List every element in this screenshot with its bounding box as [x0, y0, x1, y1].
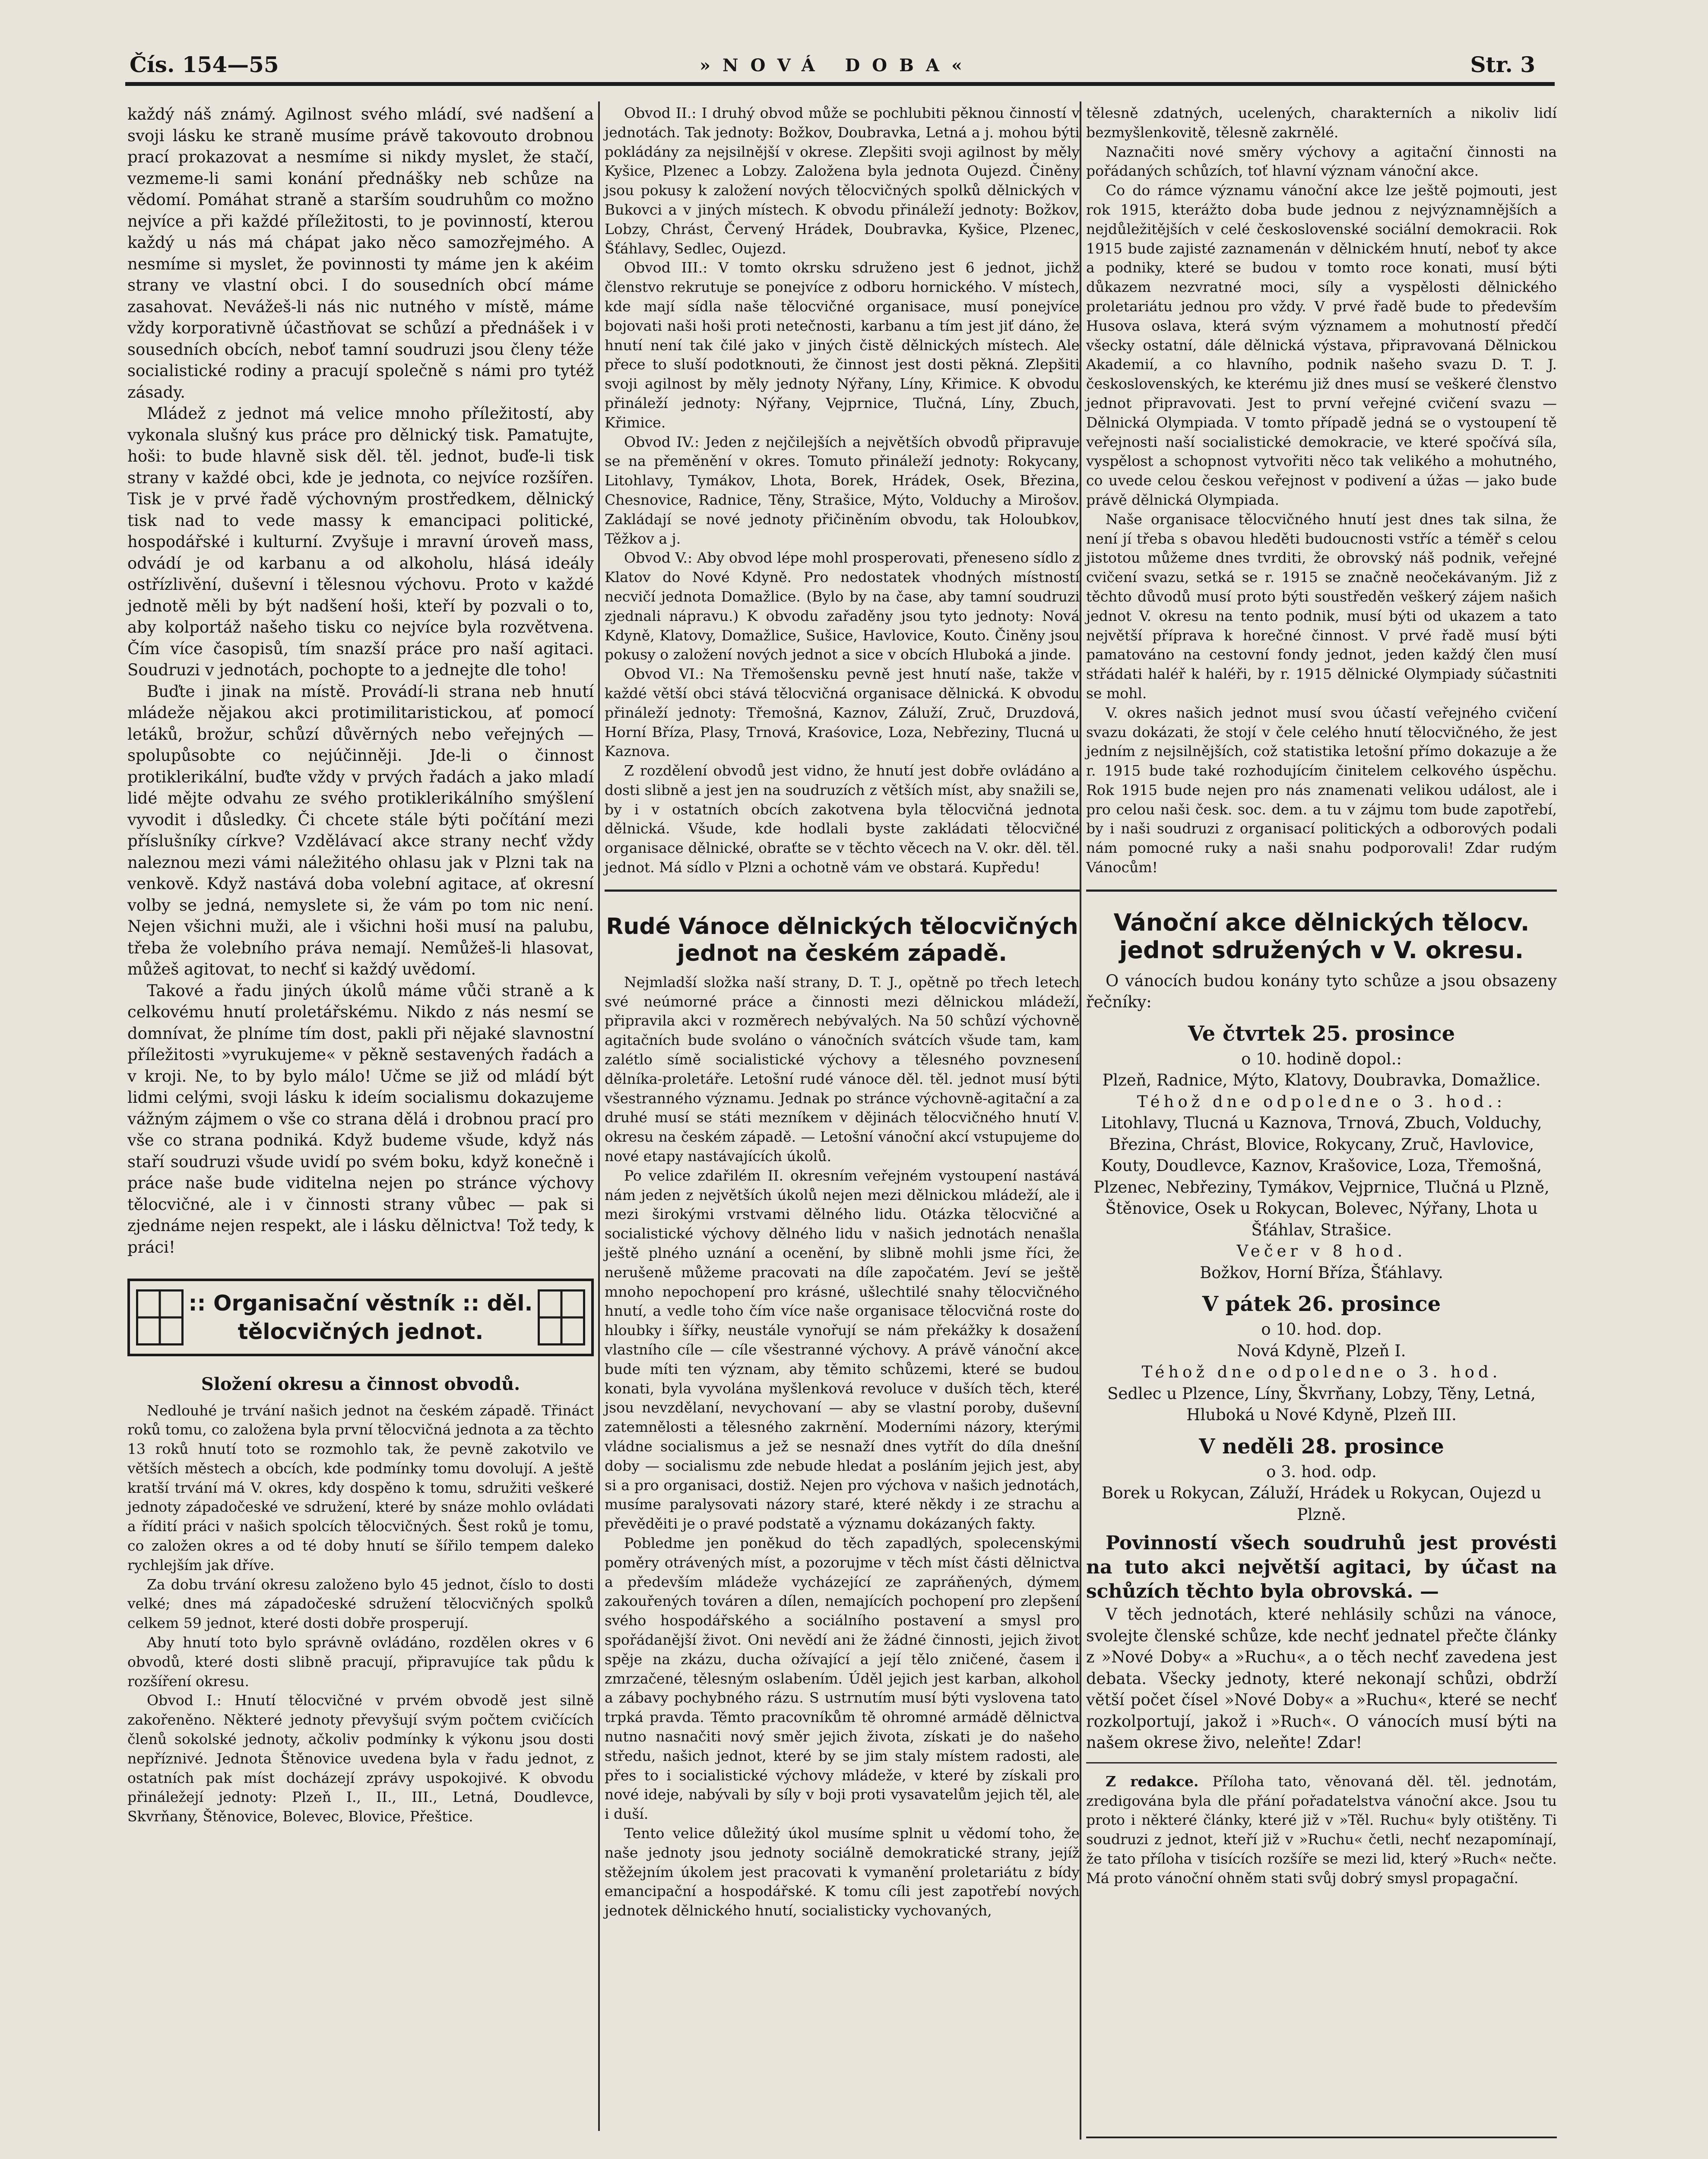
paragraph: Nejmladší složka naší strany, D. T. J., opětně po třech letech své neúmorné práce a činnosti mezi dělnickou mládeží, připravila akci v rozměrech nebývalých. Na 50 schůzí výchovně agitačních bude svoláno o vánočních svátcích všude tam, kam zalétlo símě socialistické výchovy a tělesného povznesení dělníka-proletáře. Letošní rudé vánoce děl. těl. jednot musí býti všestranného významu. Jednak po stránce výchovně-agitační a za druhé musí se státi mezníkem v dějinách tělocvičného hnutí V. okresu na českém západě. — Letošní vánoční akcí vstupujeme do nové etapy nastávajících úkolů. — [605, 973, 1080, 1165]
section-divider — [605, 890, 1080, 892]
day-heading: V neděli 28. prosince — [1199, 1434, 1444, 1459]
paragraph: Po velice zdařilém II. okresním veřejném vystoupení nastává nám jeden z největších úkolů nejen mezi dělnickou mládeží, ale i mezi širokými vrstvami dělného lidu. Otázka tělocvičné a socialistické výchovy dělného lidu v našich jednotách nenašla ještě plného uznání a ocenění, by slibně mohli jsme říci, že nerušeně můžeme pracovati na díle započatém. Jeví se ještě mnoho nepochopení pro krásné, ušlechtilé snahy tělocvičného hnutí, a vedle toho čím více naše organisace tělocvičná roste do hloubky i šířky, neustále vynořují se nám překážky k dosažení vlastního cíle — cíle všestranné výchovy. A právě vánoční akce bude míti ten význam, aby těmito schůzemi, které se budou konati, byla vyvolána myšlenková revoluce v duších těch, které jsou nevzdělaní, nevychovaní — aby se vlastní poroby, duševní zatemnělosti a tělesného zakrnění. Moderními názory, kterými vládne socialismus a jež se nesnaží dnes vytřít do díla dnešní doby — socialismu zde nebude hledat a posláním jejich jest, aby si a pro organisaci, dostiž. Nejen pro výchova v našich jednotách, musíme paralysovati názory staré, které někdy i ze strachu a převěděiti je o pravé podstatě a významu dokázaných fakty. — [605, 1167, 1080, 1532]
organizational-bulletin-box — [127, 1279, 594, 1356]
notice-title: Vánoční akce dělnických tělocv. jednot sdružených v V. okresu. — [1113, 909, 1530, 964]
time-line: Téhož dne odpoledne o 3. hod.: — [1137, 1092, 1506, 1111]
paragraph: Tento velice důležitý úkol musíme splnit u vědomí toho, že naše jednoty jsou jednoty sociálně demokratické strany, jejíž stěžejním úkolem jest pracovati k vymanění proletariátu z bídy emancipační a hospodářské. K tomu cíli jest zapotřebí nových jednotek dělnického hnutí, socialisticky vychovaných, — [605, 1824, 1080, 1919]
time-line: o 10. hod. dop. — [1261, 1320, 1382, 1339]
paragraph: Obvod III.: V tomto okrsku sdruženo jest 6 jednot, jichž členstvo rekrutuje se ponejvíce z odboru hornického. V místech, kde mají sídla naše tělocvičné organisace, musí ponejvíce bojovati naši hoši proti netečnosti, karbanu a tím jest jiť dáno, že hnutí není tak čilé jako v jiných čistě dělnických místech. Ale přece to sluší podotknouti, že činnost jest dosti pěkná. Zlepšiti svoji agilnost by měly jednoty Nýřany, Líny, Křimice. K obvodu přináleží jednoty: Nýřany, Vejprnice, Tlučná, Líny, Zbuch, Křimice. — [605, 259, 1080, 431]
time-line: Téhož dne odpoledne o 3. hod. — [1141, 1363, 1502, 1382]
page-number: Str. 3 — [1470, 52, 1535, 77]
paragraph: Naznačiti nové směry výchovy a agitační činnosti na pořádaných schůzích, toť hlavní význam vánoční akce. — [1086, 143, 1557, 180]
day-heading: V pátek 26. prosince — [1202, 1292, 1441, 1317]
time-line: Večer v 8 hod. — [1236, 1242, 1407, 1261]
paragraph: Obvod IV.: Jeden z nejčilejších a největších obvodů připravuje se na přeměnění v okres. Tomuto přináleží jednoty: Rokycany, Litohlavy, Tymákov, Lhota, Borek, Hrádek, Osek, Březina, Chesnovice, Radnice, Těny, Strašice, Mýto, Volduchy a Mirošov. Zakládají se nové jednoty přičiněním obvodu, tak Holoubkov, Těžkov a j. — [605, 433, 1080, 547]
article-title: Rudé Vánoce dělnických tělocvičných jednot na českém západě. — [606, 913, 1078, 966]
paragraph: Aby hnutí toto bylo správně ovládáno, rozdělen okres v 6 obvodů, které dosti slibně pracují, připravujíce tak půdu k rozšíření okresu. — [127, 1634, 594, 1690]
places-list: Sedlec u Plzence, Líny, Škvrňany, Lobzy, Těny, Letná, Hluboká u Nové Kdyně, Plzeň III. — [1107, 1384, 1536, 1425]
section-divider — [1086, 890, 1557, 892]
header-rule — [125, 82, 1555, 86]
time-line: o 10. hodině dopol.: — [1241, 1049, 1402, 1068]
places-list: Litohlavy, Tlucná u Kaznova, Trnová, Zbuch, Volduchy, Březina, Chrást, Blovice, Rokycany, Zruč, Havlovice, Kouty, Doudlevce, Kaznov, Krašovice, Loza, Třemošná, Plzenec, Nebřeziny, Tymákov, Vejprnice, Tlučná u Plzně, Štěnovice, Osek u Rokycan, Bolevec, Nýřany, Lhota u Šťáhlav, Strašice. — [1093, 1114, 1550, 1239]
notice-intro: O vánocích budou konány tyto schůze a jsou obsazeny řečníky: — [1086, 971, 1557, 1012]
paragraph: Naše organisace tělocvičného hnutí jest dnes tak silna, že není jí třeba s obavou hleděti budoucnosti vstříc a téměř s celou jistotou můžeme dnes tvrditi, že obrovský náš podnik, veřejné cvičení svazu, setká se r. 1915 se značně neočekávaným. Již z těchto důvodů musí proto býti soustředěn veškerý zájem našich jednot V. okresu na tento podnik, musí býti od ukazem a tato největší příprava k horečné činnost. V prvé řadě musí býti pamatováno na cestovní fondy jednot, jeden každý člen musí střádati haléř k haléři, by r. 1915 dělnické Olympiady súčastniti se mohl. — [1086, 510, 1557, 702]
paragraph: Co do rámce významu vánoční akce lze ještě pojmouti, jest rok 1915, kterážto doba bude jednou z nejvýznamnějších a nejdůležitějších v celé československé sociální demokracii. Rok 1915 bude zajisté zaznamenán v dělnickém hnutí, neboť ty akce a podniky, které se budou v tomto roce konati, musí býti důkazem nezvratné moci, síly a vyspělosti dělnického proletariátu jednou pro vždy. V prvé řadě bude to především Husova oslava, která svým významem a mohutností předčí všecky ostatní, dále dělnická výstava, připravovaná Dělnickou Akademií, a co hlavního, podnik našeho svazu D. T. J. československých, ke kterému již dnes musí se veškeré členstvo jednot připravovati. Jest to první veřejné cvičení svazu — Dělnická Olympiada. V tomto případě jedná se o vystoupení tě veřejnosti naší socialistické demokracie, ve které spočívá síla, vyspělost a schopnost vytvořiti něco tak velikého a mohutného, co uvede celou českou veřejnost v podivení a úžas — jako bude právě dělnická Olympiada. — [1086, 182, 1557, 508]
paragraph: V těch jednotách, které nehlásily schůzi na vánoce, svolejte členské schůze, kde nechť jednatel přečte články z »Nové Doby« a »Ruchu«, a o těch nechť zavedena jest debata. Všecky jednoty, které nekonají schůzi, obdrží větší počet čísel »Nové Doby« a »Ruchu«, které se nechť rozkolportují, jakož i »Ruch«. O vánocích musí býti na našem okrese živo, neleňte! Zdar! — [1086, 1605, 1557, 1752]
day-heading: Ve čtvrtek 25. prosince — [1188, 1021, 1455, 1046]
column-divider-1 — [598, 101, 600, 2131]
ornament-icon — [538, 1289, 585, 1345]
editorial-label: Z redakce. — [1106, 1773, 1199, 1790]
editorial-text: Příloha tato, věnovaná děl. těl. jednotám, zredigována byla dle přání pořadatelstva vánoční akce. Jsou tu proto i některé články, které již v »Těl. Ruchu« byly otištěny. Ti soudruzi z jednot, kteří již v »Ruchu« četli, nechť nezapomínají, že tato příloha v tisících rozšíře se mezi lid, který »Ruch« nečte. Má proto vánoční ohněm stati svůj dobrý smysl propagační. — [1086, 1773, 1557, 1887]
paragraph: Buďte i jinak na místě. Provádí-li strana neb hnutí mládeže nějakou akci protimilitaristickou, ať pomocí letáků, brožur, schůzí důvěrných nebo veřejných — spolupůsobte co nejúčinněji. Jde-li o činnost protiklerikální, buďte vždy v prvých řadách a jako mladí lidé mějte odvahu ze svého protiklerikálního smýšlení vyvodit i důsledky. Či chcete stále býti počítání mezi příslušníky církve? Vzdělávací akce strany nechť vždy naleznou mezi vámi náležitého ohlasu jak v Plzni tak na venkově. Když nastává doba volební agitace, ať okresní volby se jedná, nemyslete si, že vám po tom nic není. Nejen všichni muži, ale i všichni hoši musí na palubu, třeba že volebního práva nemají. Nemůžeš-li hlasovat, můžeš agitovat, to nechť si každý uvědomí. — [127, 682, 594, 978]
paragraph: Obvod I.: Hnutí tělocvičné v prvém obvodě jest silně zakořeněno. Některé jednoty převyšují svým počtem cvičících členů sokolské jednoty, ačkoliv podmínky k výkonu jsou dosti nepříznivé. Jednota Štěnovice uvedena byla v řadu jednot, z ostatních pak míst docházejí zprávy uspokojivé. K obvodu přináležejí jednoty: Plzeň I., II., III., Letná, Doudlevce, Skvrňany, Štěnovice, Bolevec, Blovice, Přeštice. — [127, 1692, 594, 1825]
newspaper-title: »NOVÁ DOBA« — [700, 55, 974, 76]
time-line: o 3. hod. odp. — [1266, 1462, 1377, 1481]
paragraph: Mládež z jednot má velice mnoho příležitostí, aby vykonala slušný kus práce pro dělnický tisk. Pamatujte, hoši: to bude hlavně sisk děl. těl. jednot, buďe-li tisk stranу v každé obci, kde je jednota, co nejvíce rozšířen. Tisk je v prvé řadě výchovným prostředkem, dělnický tisk nad to vede massy k emancipaci politické, hospodářské i kulturní. Zvyšuje i mravní úroveň mass, odvádí je od karbanu a od alkoholu, hlásá ideály ostřízlivění, duševní i tělesnou výchovu. Proto v každé jednotě měli by být nadšení hoši, kteří by pozvali o to, aby kolportáž našeho tisku co nejvíce byla rozvětvena. Čím více časopisů, tím snazší práce pro naší agitaci. Soudruzi v jednotách, pochopte to a jednejte dle toho! — [127, 404, 594, 679]
paragraph: tělesně zdatných, ucelených, charakterních a nikoliv lidí bezmyšlenkovitě, tělesně zakrnělé. — [1086, 104, 1557, 141]
column-2 — [605, 104, 1080, 1921]
ornament-icon — [136, 1289, 184, 1345]
bulletin-title: :: Organisační věstník :: děl. tělocvičných jednot. — [188, 1291, 533, 1344]
paragraph: Za dobu trvání okresu založeno bylo 45 jednot, číslo to dosti velké; dnes má západočeské sdružení tělocvičných spolků celkem 59 jednot, které dosti dobře prosperují. — [127, 1576, 594, 1632]
paragraph: V. okres našich jednot musí svou účastí veřejného cvičení svazu dokázati, že stojí v čele celého hnutí tělocvičného, že jest jedním z nejsilnějších, což statistika letošní přímo dokazuje a že r. 1915 bude také rozhodujícím činitelem celkového úspěchu. Rok 1915 bude nejen pro nás znamenati velikou událost, ale i pro celou naši česk. soc. dem. a tu v zájmu tom bude zapotřebí, by i naši soudruzi z organisací politických a odborových podali nám pomocné ruky a naši snahu podporovali! Zdar rudým Vánocům! — [1086, 704, 1557, 876]
places-list: Borek u Rokycan, Záluží, Hrádek u Rokycan, Oujezd u Plzně. — [1102, 1484, 1541, 1524]
section-divider — [1086, 1762, 1557, 1763]
paragraph: Takové a řadu jiných úkolů máme vůči straně a k celkovému hnutí proletářskému. Nikdo z nás nesmí se domnívat, že plníme tím dost, pakli při nějaké slavnostní příležitosti »vyrukujeme« v pěkně sestavených řadách a v kroji. Ne, to by bylo málo! Učme se již od mládí být lidmi celými, svoji lásku k ideím socialismu dokazujeme vážným zájmem o vše co strana dělá i drobnou prací pro vše co strana podniká. Když budeme všude, když nás staří soudruzi všude uvidí po svém boku, když konečně i práce naše bude viditelna nejen po stránce výchovy tělocvičné, ale i v činnosti strany vůbec — pak si zjednáme nejen respekt, ale i lásku dělnictva! Tož tedy, k práci! — [127, 981, 594, 1257]
paragraph: Obvod VI.: Na Třemošensku pevně jest hnutí naše, takže v každé větší obci stává tělocvičná organisace dělnická. K obvodu přináleží jednoty: Třemošná, Kaznov, Záluží, Zruč, Druzdová, Horní Bříza, Plasy, Trnová, Kraśovice, Loza, Nebřeziny, Tlucná u Kaznova. — [605, 665, 1080, 760]
column-end-rule — [1086, 2137, 1557, 2138]
paragraph: Nedlouhé je trvání našich jednot na českém západě. Třináct roků tomu, co založena byla první tělocvičná jednota a za těchto 13 roků hnutí toto se rozmohlo tak, že pevně zakotvilo ve větších městech a obcích, kde podmínky tomu dovolují. A ještě kratší trvání má V. okres, kdy dospěno k tomu, sdružiti veškeré jednoty západočeské ve sdružení, které by snáze mohlo ovládati a řídití práci v našich spolcích tělocvičných. Šest roků je tomu, co založen okres a od té doby hnutí se šířilo tempem daleko rychlejším jak dříve. — [127, 1402, 594, 1573]
section-title: Složení okresu a činnost obvodů. — [201, 1374, 520, 1394]
column-divider-2 — [1080, 101, 1081, 2140]
places-list: Plzeň, Radnice, Mýto, Klatovy, Doubravka, Domažlice. — [1102, 1071, 1541, 1090]
issue-number: Čís. 154—55 — [130, 52, 279, 77]
paragraph: Z rozdělení obvodů jest vidno, že hnutí jest dobře ovládáno a dosti slibně a jest jen na soudruzích z větších míst, aby snažili se, by i v ostatních obcích zakotvena byla tělocvičná jednota dělnická. Všude, kde hodlali byste zakládati tělocvičné organisace dělnické, obraťte se v těchto věcech na V. okr. děl. těl. jednot. Má sídlo v Plzni a ochotně vám ve obstará. Kupředu! — [605, 762, 1080, 876]
paragraph: Pobledme jen poněkud do těch zapadlých, spolecenskými poměry otrávených míst, a pozorujme v těch míst části dělnictva a především mládeže vycházející ze zapráňených, dýmem zakouřených továren a dílen, nemajících pochopení pro zlepšení svého hospodářského a sociálního postavení a smysl pro spořádanější život. Oni nevědí ani že žádné činnosti, jejich život spěje na zkázu, ducha ožívající a její tělo zničené, časem i zmrzačené, tělesným oslabením. Úděl jejich jest karban, alkohol a zábavy pochybného rázu. S ustrnutím musí býti vyslovena tato trpká pravda. Těmto pracovníkům tě ohromné armádě dělnictva nutno nasnačiti nový směr jejich života, získati je do našeho středu, našich jednot, které by se jim staly místem radosti, ale přes to i socialistické výchovy mládeže, v které by získali pro nové ideje, nabývali by síly v boji proti vysavatelům jejich těl, ale i duší. — [605, 1534, 1080, 1823]
duty-title: Povinností všech soudruhů jest provésti na tuto akci největší agitaci, by účast na schůzích těchto byla obrovská. — — [1086, 1532, 1557, 1603]
paragraph: Obvod V.: Aby obvod lépe mohl prosperovati, přeneseno sídlo z Klatov do Nové Kdyně. Pro nedostatek vhodných místností necvičí jednota Domažlice. (Bylo by na čase, aby tamní soudruzi zjednali nápravu.) K obvodu zařaděny jsou tyto jednoty: Nová Kdyně, Klatovy, Domažlice, Sušice, Havlovice, Kouto. Činěny jsou pokusy o založení nových jednot a sice v obcích Hluboká a jinde. — [605, 549, 1080, 663]
paragraph: každý náš známý. Agilnost svého mládí, své nadšení a svoji lásku ke straně musíme právě takovouto drobnou prací prokazovat a nesmíme si nikdy myslet, že stačí, vezmeme-li sami konání přednášky neb schůze na vědomí. Pomáhat straně a starším soudruhům co možno nejvíce a při každé příležitosti, to je povinností, kterou každý u nás má chápat jako něco samozřejmého. A nesmíme si myslet, že povinnosti ty máme jen k akéim strany ve vlastní obci. I do sousedních obcí máme zasahovat. Nevážeš-li nás nic nutného v místě, máme vždy korporativně účastňovat se schůzí a přednášek i v sousedních obcích, neboť tamní soudruzi jsou členy téže socialistické rodiny a pracují společně s námi pro tytéž zásady. — [127, 105, 594, 402]
places-list: Nová Kdyně, Plzeň I. — [1237, 1341, 1406, 1360]
column-3 — [1086, 104, 1557, 1888]
paragraph: Obvod II.: I druhý obvod může se pochlubiti pěknou činností v jednotách. Tak jednoty: Božkov, Doubravka, Letná a j. mohou býti pokládány za nejsilnější v okrese. Zlepšiti svoji agilnost by měly Kyšice, Plzenec a Lobzy. Založena byla jednota Oujezd. Činěny jsou pokusy k založení nových tělocvičných spolků dělnických v Bukovci a v jiných místech. K obvodu přináleží jednoty: Božkov, Lobzy, Chrást, Červený Hrádek, Doubravka, Kyšice, Plzenec, Šťáhlavy, Sedlec, Oujezd. — [605, 104, 1080, 257]
places-list: Božkov, Horní Bříza, Šťáhlavy. — [1200, 1263, 1443, 1282]
column-1 — [127, 104, 594, 1827]
